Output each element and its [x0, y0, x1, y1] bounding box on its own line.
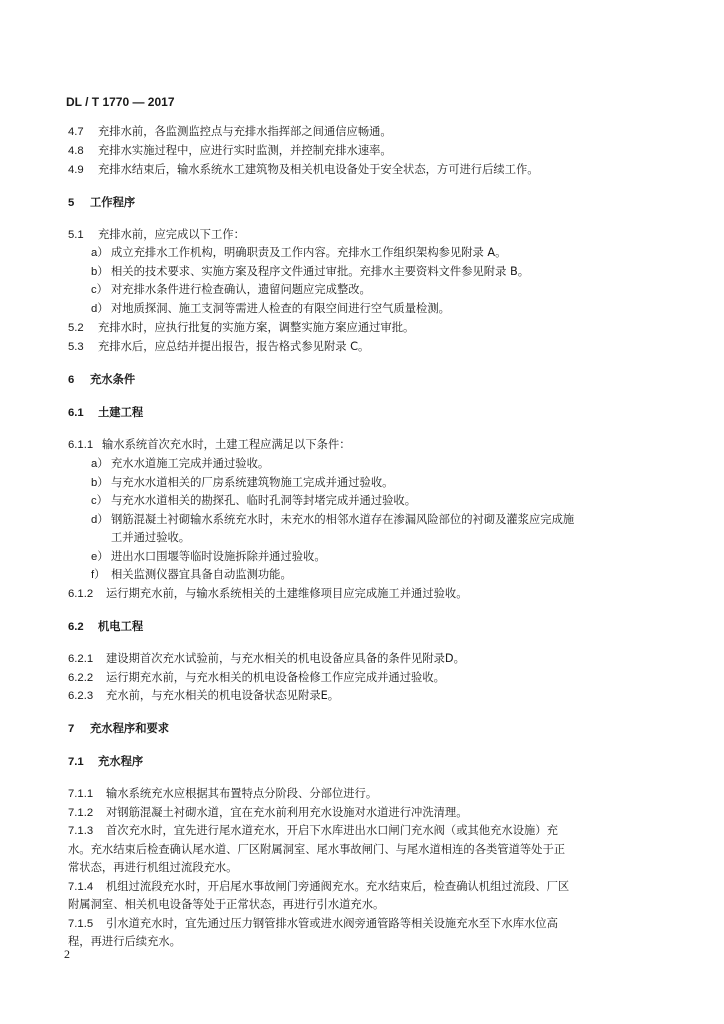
list-item — [91, 301, 450, 317]
clause-text: 水。充水结束后检查确认尾水道、厂区附属洞室、尾水事故闸门、与尾水道相连的各类管道等处于正 — [68, 843, 566, 856]
clause-line — [68, 879, 569, 895]
list-item — [91, 282, 371, 298]
clause-text: 相关监测仪器宜具备自动监测功能。 — [111, 568, 292, 581]
clause-text: 常状态，再进行机组过流段充水。 — [68, 861, 238, 874]
clause-text: 充排水前，各监测监控点与充排水指挥部之间通信应畅通。 — [98, 125, 392, 138]
clause-number: e） — [91, 551, 109, 563]
clause-text: 与充水水道相关的厂房系统建筑物施工完成并通过验收。 — [111, 476, 394, 489]
clause-line — [68, 897, 384, 912]
clause-text: 充排水时，应执行批复的实施方案，调整实施方案应通过审批。 — [98, 321, 415, 334]
section-heading — [68, 372, 135, 388]
clause-text: 充水程序和要求 — [90, 722, 170, 735]
clause-text: 工并通过验收。 — [111, 531, 191, 544]
clause-text: 工作程序 — [90, 196, 136, 209]
clause-number: 5.2 — [68, 322, 84, 334]
clause-number: 6.2.1 — [68, 653, 94, 665]
clause-line — [68, 916, 558, 932]
clause-text: 充水前，与充水相关的机电设备状态见附录E。 — [106, 689, 340, 702]
clause-text: 充水水道施工完成并通过验收。 — [111, 457, 270, 470]
clause-number: 7.1 — [68, 756, 84, 768]
list-item — [91, 530, 190, 545]
clause-text: 对地质探洞、施工支洞等需进人检查的有限空间进行空气质量检测。 — [111, 302, 450, 315]
clause-number: 7.1.2 — [68, 807, 94, 819]
clause-line — [68, 670, 445, 686]
clause-text: 充水条件 — [90, 373, 136, 386]
standard-number: DL / T 1770 — 2017 — [66, 95, 175, 109]
clause-line — [68, 823, 558, 839]
list-item — [91, 567, 292, 583]
section-heading — [68, 195, 135, 211]
clause-text: 运行期充水前，与输水系统相关的土建维修项目应完成施工并通过验收。 — [106, 587, 468, 600]
clause-text: 进出水口围堰等临时设施拆除并通过验收。 — [111, 550, 326, 563]
clause-number: 5 — [68, 197, 75, 209]
clause-number: 7.1.3 — [68, 825, 94, 837]
clause-number: 6.1.1 — [68, 439, 94, 451]
clause-number: 7.1.1 — [68, 788, 94, 800]
clause-number: b） — [91, 477, 109, 489]
clause-text: 充排水后，应总结并提出报告，报告格式参见附录 C。 — [98, 340, 370, 353]
list-item — [91, 493, 416, 509]
clause-text: 与充水水道相关的勘探孔、临时孔洞等封堵完成并通过验收。 — [111, 494, 417, 507]
clause-line — [68, 227, 245, 243]
section-heading — [68, 619, 143, 635]
clause-text: 运行期充水前，与充水相关的机电设备检修工作应完成并通过验收。 — [106, 671, 445, 684]
clause-number: d） — [91, 514, 109, 526]
clause-text: 土建工程 — [98, 406, 144, 419]
clause-number: a） — [91, 458, 109, 470]
list-item — [91, 264, 529, 280]
clause-number: 5.1 — [68, 229, 84, 241]
clause-number: b） — [91, 266, 109, 278]
clause-line — [68, 339, 369, 355]
clause-line — [68, 124, 392, 140]
page-number: 2 — [64, 947, 70, 961]
clause-line — [68, 934, 181, 949]
clause-text: 机组过流段充水时，开启尾水事故闸门旁通阀充水。充水结束后，检查确认机组过流段、厂区 — [106, 880, 570, 893]
clause-text: 对钢筋混凝土衬砌水道，宜在充水前利用充水设施对水道进行冲洗清理。 — [106, 806, 468, 819]
clause-number: 6.2.3 — [68, 690, 94, 702]
list-item — [91, 475, 393, 491]
clause-text: 程，再进行后续充水。 — [68, 935, 181, 948]
clause-text: 充水程序 — [98, 755, 144, 768]
clause-text: 充排水实施过程中，应进行实时监测，并控制充排水速率。 — [98, 144, 392, 157]
clause-text: 附属洞室、相关机电设备等处于正常状态，再进行引水道充水。 — [68, 898, 385, 911]
list-item — [91, 512, 574, 528]
clause-line — [68, 143, 392, 159]
clause-text: 成立充排水工作机构，明确职责及工作内容。充排水工作组织架构参见附录 A。 — [111, 246, 507, 259]
clause-number: 4.7 — [68, 126, 84, 138]
list-item — [91, 549, 326, 565]
clause-text: 相关的技术要求、实施方案及程序文件通过审批。充排水主要资料文件参见附录 B。 — [111, 265, 530, 278]
clause-line — [68, 842, 565, 857]
clause-number: 7.1.5 — [68, 918, 94, 930]
section-heading — [68, 754, 143, 770]
clause-number: c） — [91, 284, 108, 296]
clause-line — [68, 320, 414, 336]
clause-number: 5.3 — [68, 341, 84, 353]
clause-line — [68, 586, 468, 602]
clause-line — [68, 162, 539, 178]
clause-text: 充排水结束后，输水系统水工建筑物及相关机电设备处于安全状态，方可进行后续工作。 — [98, 163, 539, 176]
clause-text: 输水系统充水应根据其布置特点分阶段、分部位进行。 — [106, 787, 378, 800]
clause-number: 6.2.2 — [68, 672, 94, 684]
list-item — [91, 456, 269, 472]
clause-line — [68, 786, 377, 802]
clause-number: 4.9 — [68, 164, 84, 176]
clause-line — [68, 437, 351, 453]
clause-number: 6.2 — [68, 621, 84, 633]
clause-number: 6.1.2 — [68, 588, 94, 600]
clause-number: d） — [91, 303, 109, 315]
clause-line — [68, 651, 465, 667]
clause-number: 6.1 — [68, 407, 84, 419]
clause-text: 对充排水条件进行检查确认，遗留问题应完成整改。 — [111, 283, 371, 296]
clause-text: 输水系统首次充水时，土建工程应满足以下条件： — [102, 438, 351, 451]
clause-number: 7 — [68, 723, 75, 735]
clause-text: 钢筋混凝土衬砌输水系统充水时，未充水的相邻水道存在渗漏风险部位的衬砌及灌浆应完成施 — [111, 513, 575, 526]
clause-line — [68, 860, 237, 875]
section-heading — [68, 721, 169, 737]
clause-number: 6 — [68, 374, 75, 386]
clause-text: 建设期首次充水试验前，与充水相关的机电设备应具备的条件见附录D。 — [106, 652, 465, 665]
clause-number: 4.8 — [68, 145, 84, 157]
clause-text: 充排水前，应完成以下工作： — [98, 228, 245, 241]
clause-text: 首次充水时，宜先进行尾水道充水，开启下水库进出水口闸门充水阀（或其他充水设施）充 — [106, 824, 558, 837]
clause-number: c） — [91, 495, 108, 507]
clause-text: 引水道充水时，宜先通过压力钢管排水管或进水阀旁通管路等相关设施充水至下水库水位高 — [106, 917, 558, 930]
clause-number: 7.1.4 — [68, 881, 94, 893]
clause-text: 机电工程 — [98, 620, 144, 633]
list-item — [91, 245, 506, 261]
clause-number: a） — [91, 247, 109, 259]
clause-line — [68, 805, 468, 821]
section-heading — [68, 405, 143, 421]
clause-number: f） — [91, 569, 106, 581]
clause-line — [68, 688, 339, 704]
